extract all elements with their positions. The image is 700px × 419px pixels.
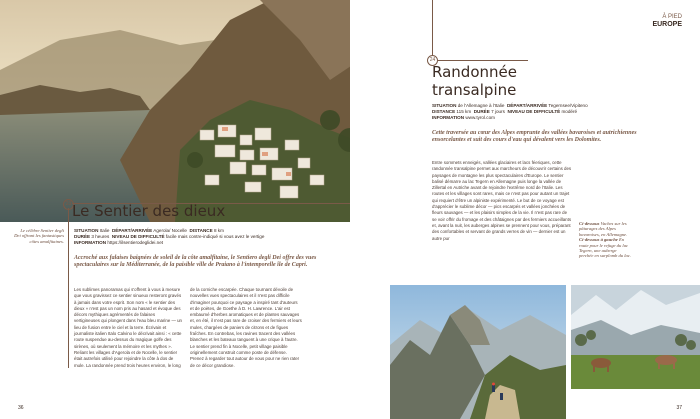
page-number: 36 <box>18 405 24 411</box>
trail-info: SITUATION Italie DÉPART/ARRIVÉE Agerola/ Nocelle DISTANCE 8 km DURÉE 3 heures NIVEAU DE DIFFICULTÉ facile mais contre-indiqué si vous avez le vertige INFORMATION https://ilsentierodeglidei.net <box>74 228 265 245</box>
caption-title: Ci-dessous à gauche <box>579 237 618 243</box>
region-label: EUROPE <box>652 21 682 28</box>
category-label: À PIED <box>662 14 682 20</box>
vertical-divider <box>432 0 433 56</box>
body-column: Entre sommets enneigés, vallées glaciaires et lacs féeriques, cette randonnée transalpine permet aux marcheurs de découvrir certains des paysages de montagne les plus spectaculaires d'Europe. Le sentier balisé démarre au lac Tegern en Allemagne puis longe la vallée de Zillertal en Autriche avant de rejoindre l'extrême nord de l'Italie. Les routes et les villages sont rares, mais ce n'est pas pour autant un trajet qui requiert d'être un alpiniste expérimenté. Le but de ce voyage est d'apprécier le sublime décor — pics escarpés et vallées jonchées de fleurs sauvages — et les plaisirs simples de la vie. Il n'est pas rare de se voir offrir du fromage et des châtaignes par des fermiers accueillants et, avant la nuit, les auberges alpines se prennent pour vous, préparant des confortables et servant de grands verres de vin — dernier est un autre pur <box>432 160 572 241</box>
title-line-2: transalpine <box>432 81 517 99</box>
lead-paragraph: Cette traversée au cœur des Alpes emprunte des vallées bavaroises et autrichiennes ensorcelantes et suit des cours d'eau qui dévalent vers les Dolomites. <box>432 130 637 144</box>
article-number-badge: 23 <box>63 199 74 210</box>
caption-text: En route pour le refuge du lac Tegern, une auberge perchée en surplomb du lac. <box>579 237 632 259</box>
trail-info: SITUATION de l'Allemagne à l'Italie DÉPART/ARRIVÉE Tegernsee/Vipiteno DISTANCE 115 km DURÉE 7 jours NIVEAU DE DIFFICULTÉ modéré INFORMATION www.tyrol.com <box>432 103 588 120</box>
article-number-badge: 24 <box>427 55 438 66</box>
page-title: Le Sentier des dieux <box>72 202 226 220</box>
lead-paragraph: Accroché aux falaises baignées de soleil de la côte amalfitaine, le Sentiero degli Dei offre des vues spectaculaires sur la Méditerranée, de la paisible ville de Praiano à l'intemporelle île de Capri. <box>74 255 317 269</box>
photo-caption: Le célèbre Sentier degli Dei offrant les fantastiques côtes amalfitaines. <box>14 228 64 244</box>
page-number: 37 <box>676 405 682 411</box>
photo-captions <box>579 221 631 259</box>
caption-text: Vaches sur les pâturages des Alpes bavaroises, en Allemagne. <box>579 221 628 237</box>
body-column-1: Les sublimes panoramas qui s'offrent à vous à mesure que vous gravissez ce sentier sinueux resteront gravés à jamais dans votre esprit. Son nom « le sentier des dieux » n'est pas un nom pris au hasard et évoque des décors mythiques agrémentés de falaises vertigineuses qui plongent dans l'eau bleu marine — un lieu de fusion entre le ciel et la terre. Écrivain et journaliste italien Italo Calvino le décrivait ainsi : « cette route suspendue au-dessus du magique golfe des sirènes, où seulement la mémoire et les mythes ». Reliant les villages d'Agerola et de Nocelle, le sentier était autrefois utilisé pour rejoindre la côte à dos de mule. La randonnée prend trois heures environ, le long <box>74 287 182 368</box>
right-page <box>350 0 700 419</box>
alpine-cows-photo <box>571 285 700 389</box>
title-line-1: Randonnée <box>432 63 517 81</box>
section-header <box>652 14 682 28</box>
vertical-divider <box>68 208 69 368</box>
title-divider <box>438 60 528 61</box>
body-column-2: de la corniche escarpée. Chaque tournant dévoile de nouvelles vues spectaculaires et il n'est pas difficile d'imaginer pourquoi ce paysage a inspiré tant d'auteurs et de poètes, de Goethe à D. H. Lawrence. L'air est embaumé d'herbes aromatiques et de plantes sauvages et, en été, il n'est pas rare de croiser des fermiers et leurs mules, chargées de paniers de citrons et de figues fraîches. En contrebas, les ravines tracent des vallées blanches et les bateaux tanguent à une crique à l'autre. Le sentier prend fin à Nocelle, petit village paisible originellement construit comme poste de défense. Prenez à regarder tout autour de vous pour ne rien rater de ce décor grandiose. <box>190 287 302 368</box>
alpine-hikers-photo <box>390 285 566 419</box>
caption-title: Ci-dessous <box>579 221 600 226</box>
page-title <box>432 63 517 99</box>
amalfi-coast-photo <box>0 0 350 222</box>
